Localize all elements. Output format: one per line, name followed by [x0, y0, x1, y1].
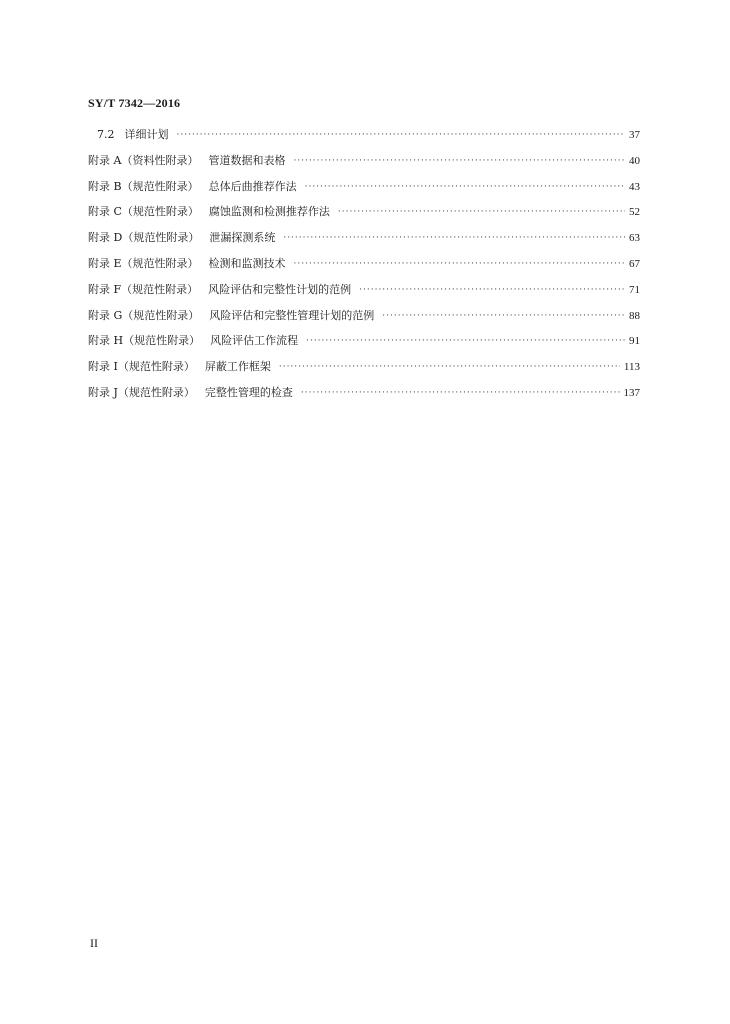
- toc-page-number: 137: [623, 386, 640, 399]
- toc-page-number: 67: [629, 257, 640, 270]
- toc-entry-number: 7.2: [97, 128, 115, 141]
- toc-dot-leader: [279, 360, 620, 374]
- toc-entry-number: 附录 E（规范性附录）: [88, 256, 199, 270]
- toc-entry-title: 腐蚀监测和检测推荐作法: [208, 205, 330, 219]
- toc-entry-label: [97, 128, 169, 142]
- toc-dot-leader: [382, 309, 625, 323]
- toc-dot-leader: [338, 205, 625, 219]
- toc-dot-leader: [177, 128, 626, 142]
- toc-dot-leader: [283, 231, 625, 245]
- toc-page-number: 63: [629, 232, 640, 245]
- toc-entry-appendix-j[interactable]: [88, 386, 640, 412]
- toc-page-number: 71: [629, 283, 640, 296]
- toc-dot-leader: [293, 154, 625, 168]
- toc-entry-label: [88, 309, 374, 323]
- toc-page-number: 40: [629, 154, 640, 167]
- toc-entry-number: 附录 J（规范性附录）: [88, 385, 195, 399]
- toc-entry-appendix-f[interactable]: [88, 283, 640, 309]
- toc-entry-number: 附录 F（规范性附录）: [88, 282, 199, 296]
- toc-entry-number: 附录 C（规范性附录）: [88, 205, 199, 219]
- toc-entry-title: 风险评估和完整性计划的范例: [208, 282, 352, 296]
- toc-entry-label: [88, 283, 351, 297]
- toc-entry-7-2[interactable]: [88, 128, 640, 154]
- toc-entry-label: [88, 180, 297, 194]
- toc-entry-appendix-c[interactable]: [88, 205, 640, 231]
- toc-page-number: 43: [629, 180, 640, 193]
- toc-entry-number: 附录 H（规范性附录）: [88, 334, 201, 348]
- toc-dot-leader: [305, 180, 625, 194]
- toc-entry-number: 附录 G（规范性附录）: [88, 308, 200, 322]
- toc-page-number: 37: [629, 129, 640, 141]
- toc-entry-appendix-g[interactable]: [88, 309, 640, 335]
- toc-entry-label: [88, 360, 271, 374]
- toc-page-number: 88: [629, 309, 640, 322]
- table-of-contents: [88, 128, 640, 412]
- toc-entry-label: [88, 231, 275, 245]
- toc-entry-label: [88, 257, 286, 271]
- toc-page-number: 113: [623, 361, 640, 374]
- toc-page-number: 52: [629, 206, 640, 219]
- toc-dot-leader: [301, 386, 620, 400]
- toc-entry-label: [88, 154, 285, 168]
- document-code-header: SY/T 7342—2016: [88, 96, 181, 110]
- toc-entry-title: 屏蔽工作框架: [204, 360, 271, 374]
- page-folio: II: [90, 936, 98, 950]
- toc-entry-number: 附录 D（规范性附录）: [88, 231, 200, 245]
- toc-entry-title: 完整性管理的检查: [204, 385, 293, 399]
- toc-entry-number: 附录 A（资料性附录）: [88, 153, 199, 167]
- toc-dot-leader: [294, 257, 625, 271]
- toc-entry-appendix-d[interactable]: [88, 231, 640, 257]
- toc-entry-number: 附录 I（规范性附录）: [88, 360, 195, 374]
- toc-dot-leader: [359, 283, 625, 297]
- toc-entry-appendix-i[interactable]: [88, 360, 640, 386]
- toc-entry-label: [88, 386, 293, 400]
- toc-entry-label: [88, 205, 330, 219]
- toc-page-number: 91: [629, 335, 640, 348]
- toc-entry-label: [88, 334, 298, 348]
- toc-entry-title: 检测和监测技术: [208, 256, 286, 270]
- toc-entry-title: 总体后曲推荐作法: [208, 179, 297, 193]
- toc-entry-appendix-a[interactable]: [88, 154, 640, 180]
- toc-entry-number: 附录 B（规范性附录）: [88, 179, 199, 193]
- toc-entry-title: 详细计划: [124, 128, 169, 141]
- toc-entry-title: 风险评估和完整性管理计划的范例: [209, 308, 375, 322]
- toc-entry-appendix-b[interactable]: [88, 180, 640, 206]
- toc-entry-title: 管道数据和表格: [208, 153, 286, 167]
- toc-dot-leader: [306, 334, 625, 348]
- toc-entry-title: 风险评估工作流程: [210, 334, 299, 348]
- toc-entry-appendix-h[interactable]: [88, 334, 640, 360]
- toc-entry-appendix-e[interactable]: [88, 257, 640, 283]
- toc-entry-title: 泄漏探测系统: [209, 231, 276, 245]
